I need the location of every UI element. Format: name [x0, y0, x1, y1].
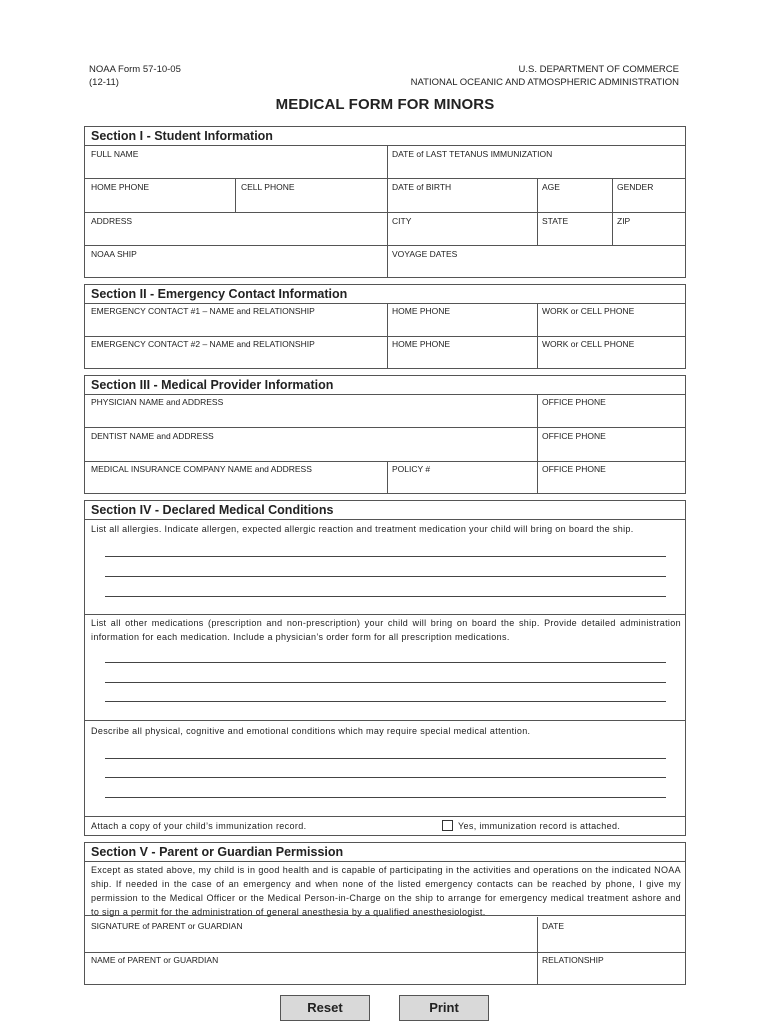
section-title: Section V - Parent or Guardian Permission	[91, 845, 344, 859]
insurance-office-phone-field[interactable]: OFFICE PHONE	[542, 464, 606, 474]
immunization-instruction: Attach a copy of your child’s immunization record.	[91, 821, 307, 831]
zip-field[interactable]: ZIP	[617, 216, 631, 226]
section-medical-providers	[84, 375, 686, 494]
physician-field[interactable]: PHYSICIAN NAME and ADDRESS	[91, 397, 224, 407]
emergency-2-home-phone-field[interactable]: HOME PHONE	[392, 339, 451, 349]
section-emergency-contacts	[84, 284, 686, 369]
section-medical-conditions	[84, 500, 686, 836]
parent-name-field[interactable]: NAME of PARENT or GUARDIAN	[91, 955, 219, 965]
noaa-ship-field[interactable]: NOAA SHIP	[91, 249, 137, 259]
form-date: (12-11)	[89, 77, 119, 88]
agency-name: NATIONAL OCEANIC AND ATMOSPHERIC ADMINISTRATION	[410, 77, 679, 88]
form-title: MEDICAL FORM FOR MINORS	[275, 96, 495, 113]
parent-signature-field[interactable]: SIGNATURE of PARENT or GUARDIAN	[91, 921, 243, 931]
section-title: Section II - Emergency Contact Information	[91, 287, 348, 301]
gender-field[interactable]: GENDER	[617, 182, 654, 192]
cell-phone-field[interactable]: CELL PHONE	[241, 182, 295, 192]
form-number: NOAA Form 57-10-05	[89, 64, 181, 75]
section-title: Section III - Medical Provider Information	[91, 378, 334, 392]
section-title: Section IV - Declared Medical Conditions	[91, 503, 334, 517]
print-button[interactable]: Print	[399, 995, 489, 1021]
allergies-line[interactable]	[105, 596, 666, 597]
relationship-field[interactable]: RELATIONSHIP	[542, 955, 604, 965]
allergies-line[interactable]	[105, 556, 666, 557]
age-field[interactable]: AGE	[542, 182, 560, 192]
reset-button[interactable]: Reset	[280, 995, 370, 1021]
medications-line[interactable]	[105, 662, 666, 663]
section-title: Section I - Student Information	[91, 129, 273, 143]
medications-instructions: List all other medications (prescription and non-prescription) your child will bring on board the ship. Provide detailed administration information for each medication. Include a physician’s order form for all prescription medications.	[91, 618, 681, 642]
dentist-field[interactable]: DENTIST NAME and ADDRESS	[91, 431, 214, 441]
conditions-line[interactable]	[105, 777, 666, 778]
immunization-checkbox[interactable]	[442, 820, 453, 831]
state-field[interactable]: STATE	[542, 216, 569, 226]
tetanus-date-field[interactable]: DATE of LAST TETANUS IMMUNIZATION	[392, 149, 553, 159]
emergency-2-work-phone-field[interactable]: WORK or CELL PHONE	[542, 339, 635, 349]
voyage-dates-field[interactable]: VOYAGE DATES	[392, 249, 458, 259]
insurance-field[interactable]: MEDICAL INSURANCE COMPANY NAME and ADDRESS	[91, 464, 312, 474]
emergency-contact-1-field[interactable]: EMERGENCY CONTACT #1 – NAME and RELATIONSHIP	[91, 306, 315, 316]
city-field[interactable]: CITY	[392, 216, 412, 226]
conditions-line[interactable]	[105, 797, 666, 798]
signature-row-divider	[84, 915, 686, 916]
permission-statement: Except as stated above, my child is in good health and is capable of participating in the activities and operations on the indicated NOAA ship. If needed in the case of an emergency and when none of the listed emergency contacts can be reached by phone, I give my permission to the Medical Officer or the Medical Person-in-Charge on the ship to arrange for emergency medical treatment ashore and to sign a permit for the administration of general anesthesia by a qualified anesthesiologist.	[91, 865, 681, 917]
dentist-office-phone-field[interactable]: OFFICE PHONE	[542, 431, 606, 441]
allergies-instructions: List all allergies. Indicate allergen, expected allergic reaction and treatment medication your child will bring on board the ship.	[91, 524, 634, 534]
policy-number-field[interactable]: POLICY #	[392, 464, 431, 474]
section-parent-permission	[84, 842, 686, 985]
medications-line[interactable]	[105, 682, 666, 683]
section-student-info	[84, 126, 686, 278]
conditions-line[interactable]	[105, 758, 666, 759]
full-name-field[interactable]: FULL NAME	[91, 149, 139, 159]
conditions-instructions: Describe all physical, cognitive and emotional conditions which may require special medical attention.	[91, 726, 531, 736]
emergency-1-work-phone-field[interactable]: WORK or CELL PHONE	[542, 306, 635, 316]
emergency-contact-2-field[interactable]: EMERGENCY CONTACT #2 – NAME and RELATIONSHIP	[91, 339, 315, 349]
date-of-birth-field[interactable]: DATE of BIRTH	[392, 182, 452, 192]
emergency-1-home-phone-field[interactable]: HOME PHONE	[392, 306, 451, 316]
signature-date-field[interactable]: DATE	[542, 921, 565, 931]
allergies-line[interactable]	[105, 576, 666, 577]
medications-line[interactable]	[105, 701, 666, 702]
address-field[interactable]: ADDRESS	[91, 216, 133, 226]
department-name: U.S. DEPARTMENT OF COMMERCE	[518, 64, 679, 75]
home-phone-field[interactable]: HOME PHONE	[91, 182, 150, 192]
immunization-checkbox-label: Yes, immunization record is attached.	[458, 821, 621, 831]
physician-office-phone-field[interactable]: OFFICE PHONE	[542, 397, 606, 407]
